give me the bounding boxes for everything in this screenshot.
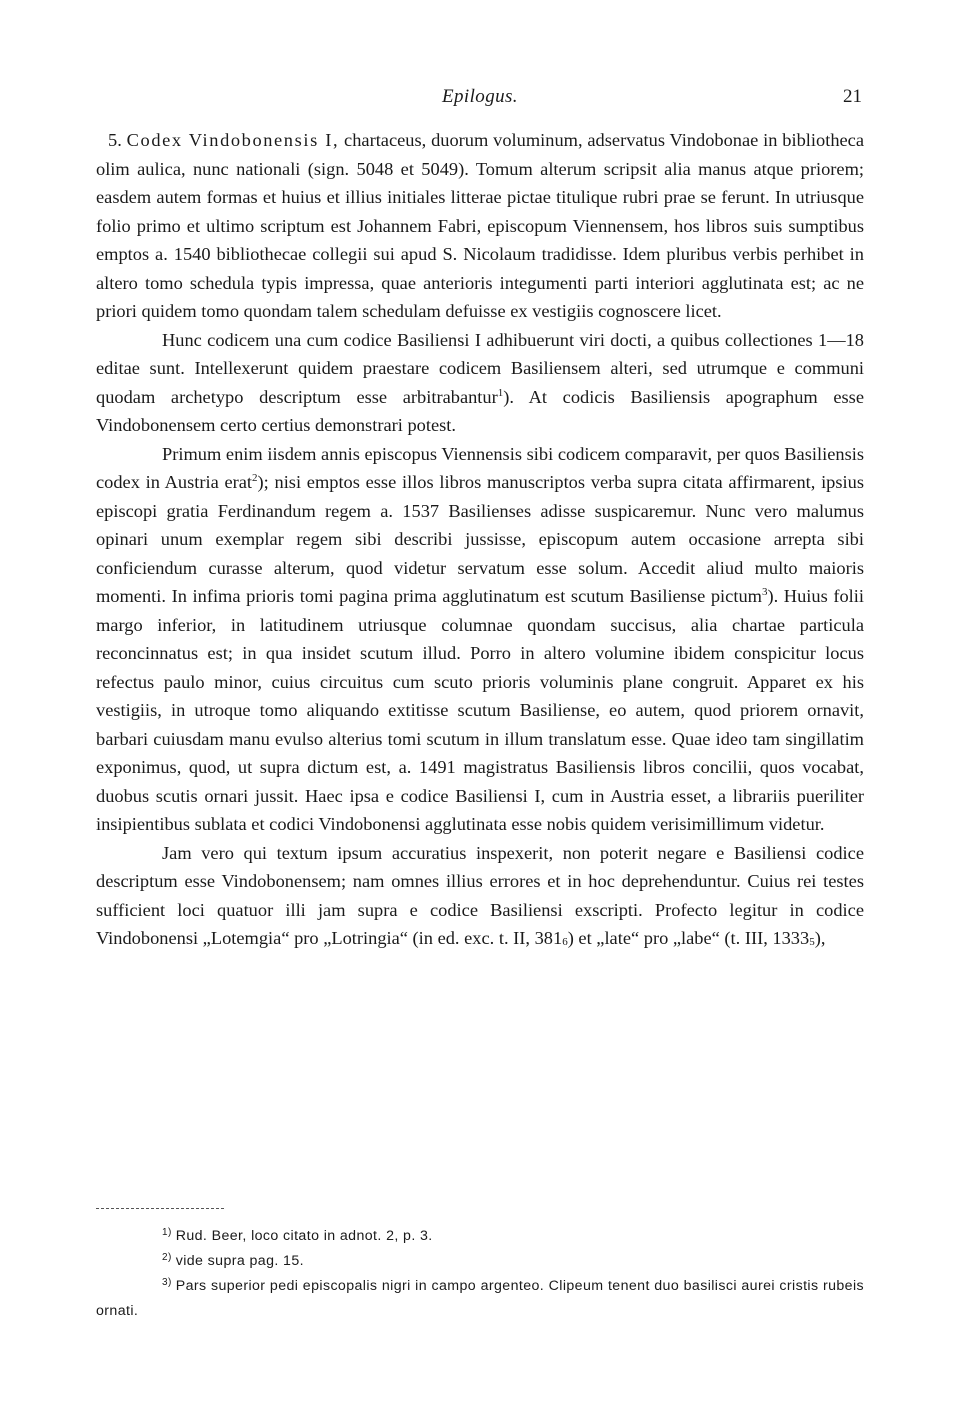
page-number: 21 bbox=[843, 86, 862, 107]
paragraph-argument bbox=[96, 440, 864, 839]
paragraph-text: Hunc codicem una cum codice Basiliensi I adhibuerunt viri docti, a quibus collectiones 1—18 editae sunt. Intellexerunt quidem praestare codicem Basiliensem alteri, sed utrumque e communi quodam archetypo descriptum esse arbitrabantur bbox=[96, 329, 864, 407]
paragraph-text: ). Huius folii margo inferior, in latitudinem utriusque columnae quondam succisus, alia chartae particula reconcinnatus est; in qua insidet scutum illud. Porro in altero volumine ibidem conspicitur locus refectus paulo minor, cuius circuitus cum scuto prioris voluminis plane congruit. Apparet ex his vestigiis, in utroque tomo aliquando extitisse scutum Basiliense, eo autem, quod priorem ornavit, barbari cuiusdam manu evulso alterius tomi scutum in illum translatum esse. Quae ideo tam singillatim exponimus, quod, ut supra dictum est, a. 1491 magistratus Basiliensis libros concilii, quos vocabat, duobus scutis ornari jussit. Haec ipsa e codice Basiliensi I, cum in Austria esset, a librariis pueriliter insipientibus sublata et codici Vindobonensi agglutinata esse nobis quidem verisimillimum videtur. bbox=[96, 586, 864, 834]
codex-title: Codex Vindobonensis I, bbox=[126, 130, 340, 150]
footnote-1 bbox=[96, 1224, 864, 1249]
footnotes bbox=[96, 1224, 864, 1324]
footnote-ref-1[interactable]: 1 bbox=[497, 386, 504, 399]
footnote-text: vide supra pag. 15. bbox=[175, 1253, 304, 1269]
paragraph-text: chartaceus, duorum voluminum, adservatus Vindobonae in bibliotheca olim aulica, nunc nationali (sign. 5048 et 5049). Tomum alterum scripsit alia manus atque priorem; easdem autem formas et huius et illius initiales litterae pictae titulique rubri prae se ferunt. In utriusque folio primo et ultimo scriptum est Johannem Fabri, episcopum Viennensem, hos libros suis sumptibus emptos a. 1540 bibliothecae collegii sui apud S. Nicolaum tradidisse. Idem pluribus verbis perhibet in altero tomo schedula typis impressa, quae anterioris integumenti parti interiori agglutinata est; ac ne priori quidem tomo quondam talem schedulam defuisse ex vestigiis cognoscere licet. bbox=[96, 130, 865, 321]
running-head-title: Epilogus. bbox=[442, 86, 518, 107]
paragraph-text: ); nisi emptos esse illos libros manuscriptos verba supra citata affirmarent, ipsius episcopi gratia Ferdinandum regem a. 1537 Basilienses adisse suspicaremur. Nunc vero malumus opinari unum exemplar regem sibi describi jussisse, episcopum autem occasione arrepta sibi conficiendum curasse alterum, quod videtur servatum esse solum. Accedit aliud multo maioris momenti. In infima prioris tomi pagina prima agglutinatum est scutum Basiliense pictum bbox=[96, 472, 864, 606]
paragraph-text: ). At codicis Basiliensis apographum esse Vindobonensem certo certius demonstrari potest. bbox=[96, 386, 864, 435]
footnote-text: Rud. Beer, loco citato in adnot. 2, p. 3. bbox=[175, 1228, 433, 1244]
footnote-separator bbox=[96, 1208, 224, 1209]
paragraph-textual-evidence bbox=[96, 839, 864, 953]
paragraph-text: Primum enim iisdem annis episcopus Viennensis sibi codicem comparavit, per quos Basiliensis codex in Austria erat bbox=[96, 443, 864, 492]
line-subscript: 5 bbox=[809, 936, 815, 948]
paragraph-text: ) et „late“ pro „labe“ (t. III, 1333 bbox=[567, 928, 810, 948]
paragraph-text: Jam vero qui textum ipsum accuratius inspexerit, non poterit negare e Basiliensi codice descriptum esse Vindobonensem; nam omnes illius errores et in hoc deprehenduntur. Cuius rei testes sufficient loci quatuor illi jam supra e codice Basiliensi exscripti. Profecto legitur in codice Vindobonensi „Lotemgia“ pro „Lotringia“ (in ed. exc. t. II, 381 bbox=[96, 842, 864, 948]
section-number: 5. bbox=[108, 130, 122, 150]
paragraph-editors bbox=[96, 326, 864, 440]
footnote-ref-2[interactable]: 2 bbox=[252, 472, 258, 484]
footnote-2 bbox=[96, 1249, 864, 1274]
footnote-mark: 1) bbox=[162, 1227, 172, 1238]
running-head bbox=[96, 86, 864, 112]
line-subscript: 6 bbox=[562, 936, 568, 948]
footnote-ref-3[interactable]: 3 bbox=[761, 586, 768, 598]
body-text bbox=[96, 126, 864, 953]
paragraph-codex-description bbox=[96, 126, 864, 326]
footnote-mark: 3) bbox=[162, 1277, 172, 1288]
paragraph-text: ), bbox=[814, 928, 826, 948]
footnote-mark: 2) bbox=[162, 1252, 172, 1263]
footnote-3 bbox=[96, 1274, 864, 1324]
footnote-text: Pars superior pedi episcopalis nigri in campo argenteo. Clipeum tenent duo basilisci aurei cristis rubeis ornati. bbox=[96, 1278, 864, 1319]
